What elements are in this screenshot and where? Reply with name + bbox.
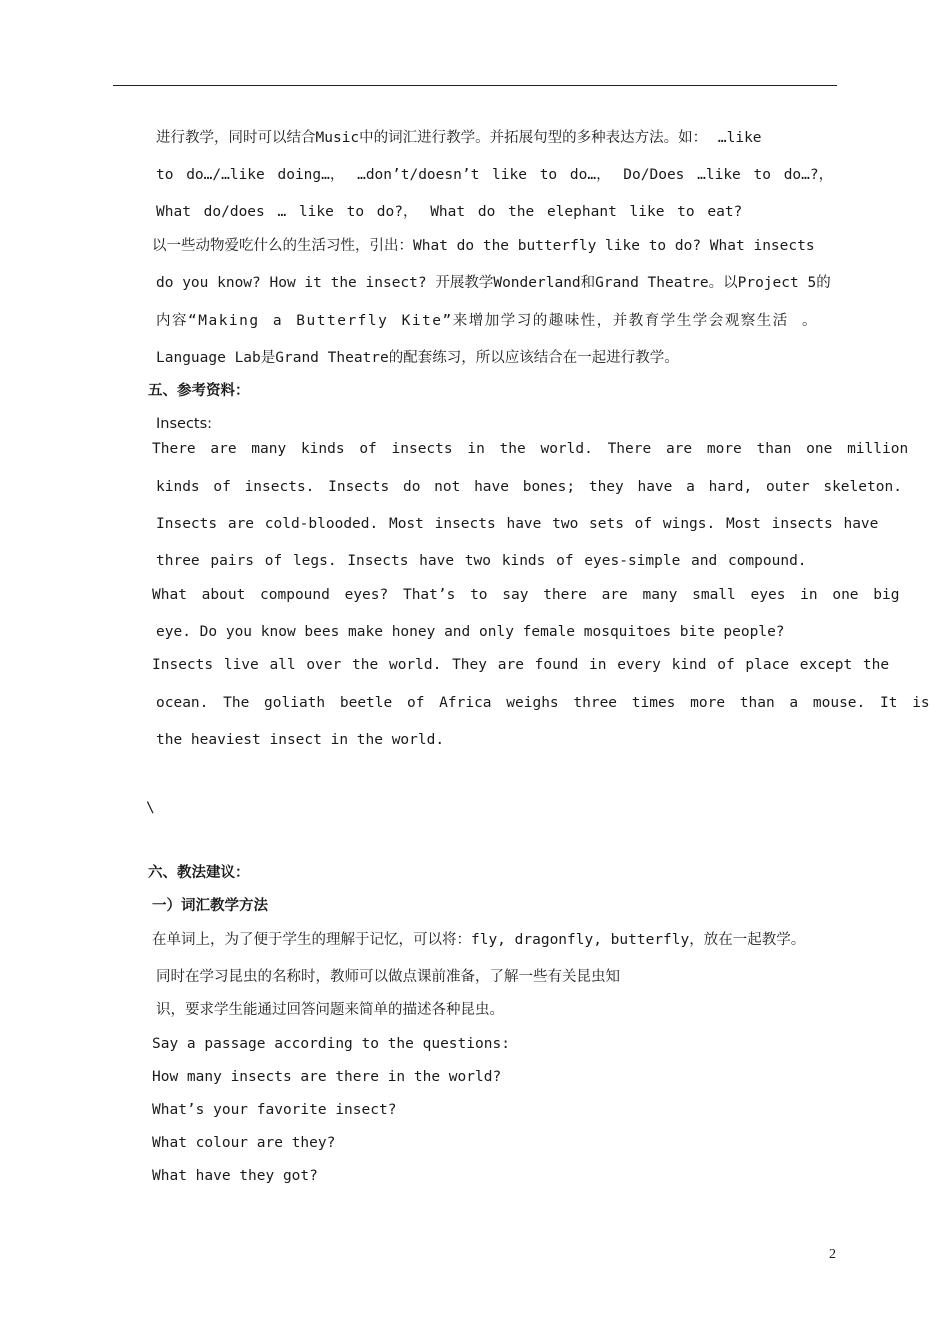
body-line: do you know? How it the insect? 开展教学Wonderland和Grand Theatre。以Project 5的 [156,275,831,291]
body-line: Insects are cold-blooded. Most insects have two sets of wings. Most insects have [156,516,879,532]
page-number: 2 [829,1247,836,1262]
body-line: three pairs of legs. Insects have two kinds of eyes-simple and compound. [156,553,807,569]
section-heading-references: 五、参考资料： [148,383,250,399]
body-line: ocean. The goliath beetle of Africa weighs three times more than a mouse. It is [156,695,930,711]
body-line: What about compound eyes? That’s to say there are many small eyes in one big [152,587,900,603]
body-line: What colour are they? [152,1135,336,1151]
body-line: What’s your favorite insect? [152,1102,397,1118]
body-line: There are many kinds of insects in the world. There are more than one million [152,441,909,457]
body-line: Say a passage according to the questions: [152,1036,510,1052]
body-line: How many insects are there in the world? [152,1069,502,1085]
body-line: 在单词上，为了便于学生的理解于记忆，可以将：fly, dragonfly, butterfly，放在一起教学。 [152,932,806,948]
body-line: 内容“Making a Butterfly Kite”来增加学习的趣味性，并教育学生学会观察生活 。 [156,313,818,329]
body-line: kinds of insects. Insects do not have bones; they have a hard, outer skeleton. [156,479,902,495]
section-heading-teaching-suggestions: 六、教法建议： [148,865,250,881]
body-line: Insects live all over the world. They are found in every kind of place except the [152,657,890,673]
body-line: 进行教学，同时可以结合Music中的词汇进行教学。并拓展句型的多种表达方法。如： …like [156,130,762,146]
subsection-heading-vocabulary: 一）词汇教学方法 [152,898,268,914]
body-line: to do…/…like doing…， …don’t/doesn’t like to do…， Do/Does …like to do…?， [156,167,834,183]
body-line: 同时在学习昆虫的名称时，教师可以做点课前准备，了解一些有关昆虫知 [156,969,620,985]
body-line: 以一些动物爱吃什么的生活习性，引出：What do the butterfly like to do? What insects [152,238,815,254]
body-line: What have they got? [152,1168,318,1184]
body-line: What do/does … like to do?， What do the elephant like to eat? [156,204,743,220]
header-rule [113,85,837,86]
body-line: eye. Do you know bees make honey and only female mosquitoes bite people? [156,624,785,640]
subsection-title-insects: Insects: [156,416,213,432]
body-line: Language Lab是Grand Theatre的配套练习，所以应该结合在一起进行教学。 [156,350,679,366]
body-line: 识，要求学生能通过回答问题来简单的描述各种昆虫。 [156,1002,504,1018]
body-line: the heaviest insect in the world. [156,732,445,748]
stray-backslash: \ [146,800,155,816]
